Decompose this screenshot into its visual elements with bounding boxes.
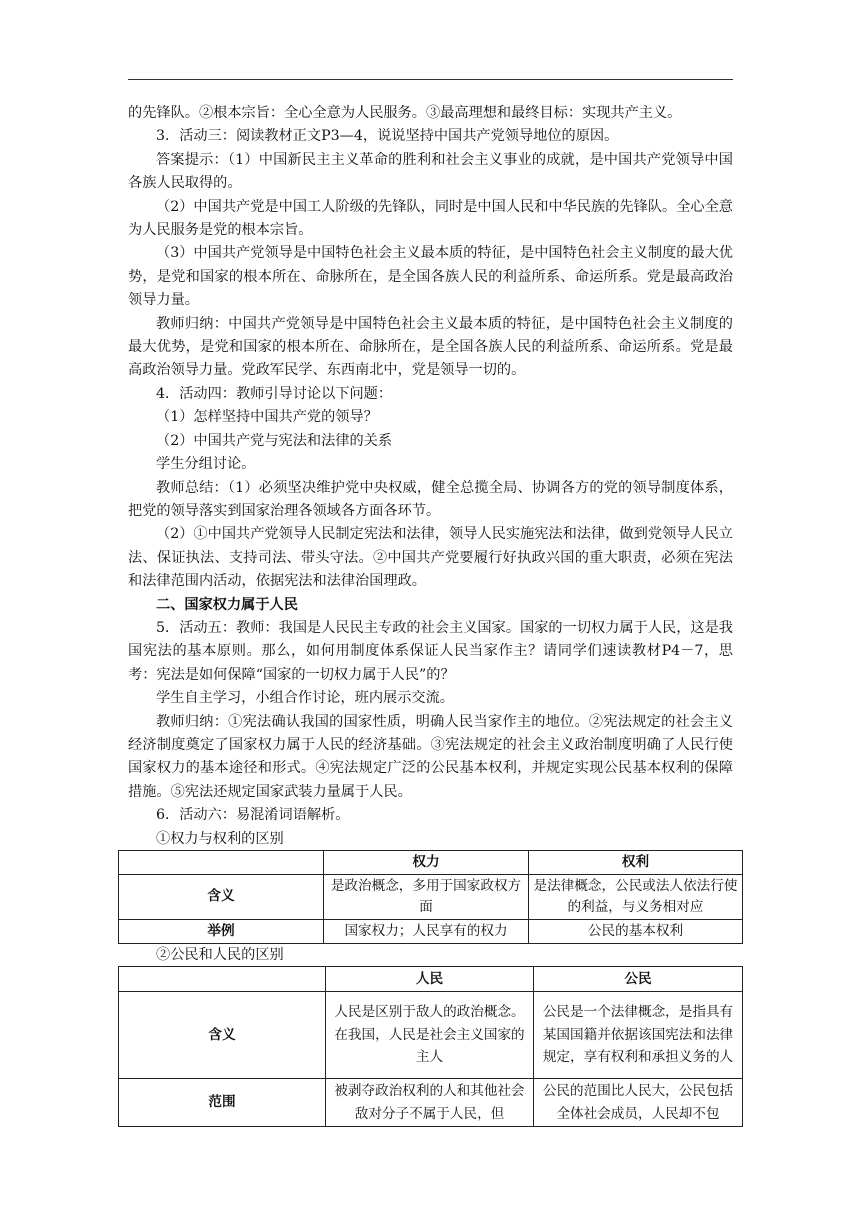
table-row [119,966,743,992]
row-header-cell: 范围 [119,1079,326,1127]
paragraph: 答案提示：（1）中国新民主主义革命的胜利和社会主义事业的成就，是中国共产党领导中国各族人民取得的。 [128,151,733,192]
paragraph: 6．活动六：易混淆词语解析。 [156,807,350,824]
paragraph: 学生分组讨论。 [156,456,256,473]
paragraph: （2）中国共产党是中国工人阶级的先锋队，同时是中国人民和中华民族的先锋队。全心全意为人民服务是党的根本宗旨。 [128,198,733,239]
paragraph: 教师总结：（1）必须坚决维护党中央权威，健全总揽全局、协调各方的党的领导制度体系，把党的领导落实到国家治理各领域各方面各环节。 [128,479,733,519]
table-cell: 被剥夺政治权利的人和其他社会敌对分子不属于人民，但 [326,1079,534,1127]
power-rights-table [118,850,743,944]
table-row [119,919,743,943]
table-cell: 国家权力；人民享有的权力 [324,919,529,943]
document-body [128,102,738,1127]
paragraph: 教师归纳：中国共产党领导是中国特色社会主义最本质的特征，是中国特色社会主义制度的最大优势，是党和国家的根本所在、命脉所在，是全国各族人民的利益所系、命运所系。党是最高政治领导力量。党政军民学、东西南北中，党是领导一切的。 [128,315,733,379]
people-citizen-table [118,966,743,1128]
row-header-cell: 含义 [119,874,324,919]
paragraph: （1）怎样坚持中国共产党的领导？ [156,409,378,426]
table-cell: 公民的基本权利 [529,919,743,943]
table-header-cell: 公民 [534,966,743,992]
row-header-cell: 含义 [119,992,326,1079]
table-header-cell [119,850,324,874]
row-header-cell: 举例 [119,919,324,943]
table-cell: 是政治概念，多用于国家政权方面 [324,874,529,919]
paragraph: （2）①中国共产党领导人民制定宪法和法律，领导人民实施宪法和法律，做到党领导人民立法、保证执法、支持司法、带头守法。②中国共产党要履行好执政兴国的重大职责，必须在宪法和法律范围内活动，依据宪法和法律治国理政。 [128,526,733,590]
table1-caption: ①权力与权利的区别 [156,830,284,847]
table2-caption: ②公民和人民的区别 [156,946,284,963]
paragraph: 3．活动三：阅读教材正文P3—4，说说坚持中国共产党领导地位的原因。 [156,128,619,145]
header-rule [128,79,733,80]
table-cell: 是法律概念，公民或法人依法行使的利益，与义务相对应 [529,874,743,919]
table-cell: 公民是一个法律概念，是指具有某国国籍并依据该国宪法和法律规定，享有权利和承担义务的人 [534,992,743,1079]
table-header-cell [119,966,326,992]
paragraph: 教师归纳：①宪法确认我国的国家性质，明确人民当家作主的地位。②宪法规定的社会主义经济制度奠定了国家权力属于人民的经济基础。③宪法规定的社会主义政治制度明确了人民行使国家权力的基本途径和形式。④宪法规定广泛的公民基本权利，并规定实现公民基本权利的保障措施。⑤宪法还规定国家武装力量属于人民。 [128,713,733,800]
table-header-cell: 人民 [326,966,534,992]
section-heading: 二、国家权力属于人民 [156,596,298,613]
paragraph: 5．活动五：教师：我国是人民民主专政的社会主义国家。国家的一切权力属于人民，这是我国宪法的基本原则。那么，如何用制度体系保证人民当家作主？请同学们速读教材P4－7，思考：宪法是如何保障“国家的一切权力属于人民”的？ [128,619,733,683]
paragraph: 4．活动四：教师引导讨论以下问题： [156,385,393,402]
table-row [119,1079,743,1127]
paragraph: （3）中国共产党领导是中国特色社会主义最本质的特征，是中国特色社会主义制度的最大优势，是党和国家的根本所在、命脉所在，是全国各族人民的利益所系、命运所系。党是最高政治领导力量。 [128,245,733,309]
table-row [119,874,743,919]
table-cell: 公民的范围比人民大，公民包括全体社会成员，人民却不包 [534,1079,743,1127]
body-text [128,102,733,828]
table-row [119,992,743,1079]
paragraph: （2）中国共产党与宪法和法律的关系 [156,432,393,449]
table-header-cell: 权力 [324,850,529,874]
table-row [119,850,743,874]
paragraph: 的先锋队。②根本宗旨：全心全意为人民服务。③最高理想和最终目标：实现共产主义。 [128,105,682,121]
table-cell: 人民是区别于敌人的政治概念。在我国，人民是社会主义国家的主人 [326,992,534,1079]
paragraph: 学生自主学习，小组合作讨论，班内展示交流。 [156,690,454,707]
table-header-cell: 权利 [529,850,743,874]
